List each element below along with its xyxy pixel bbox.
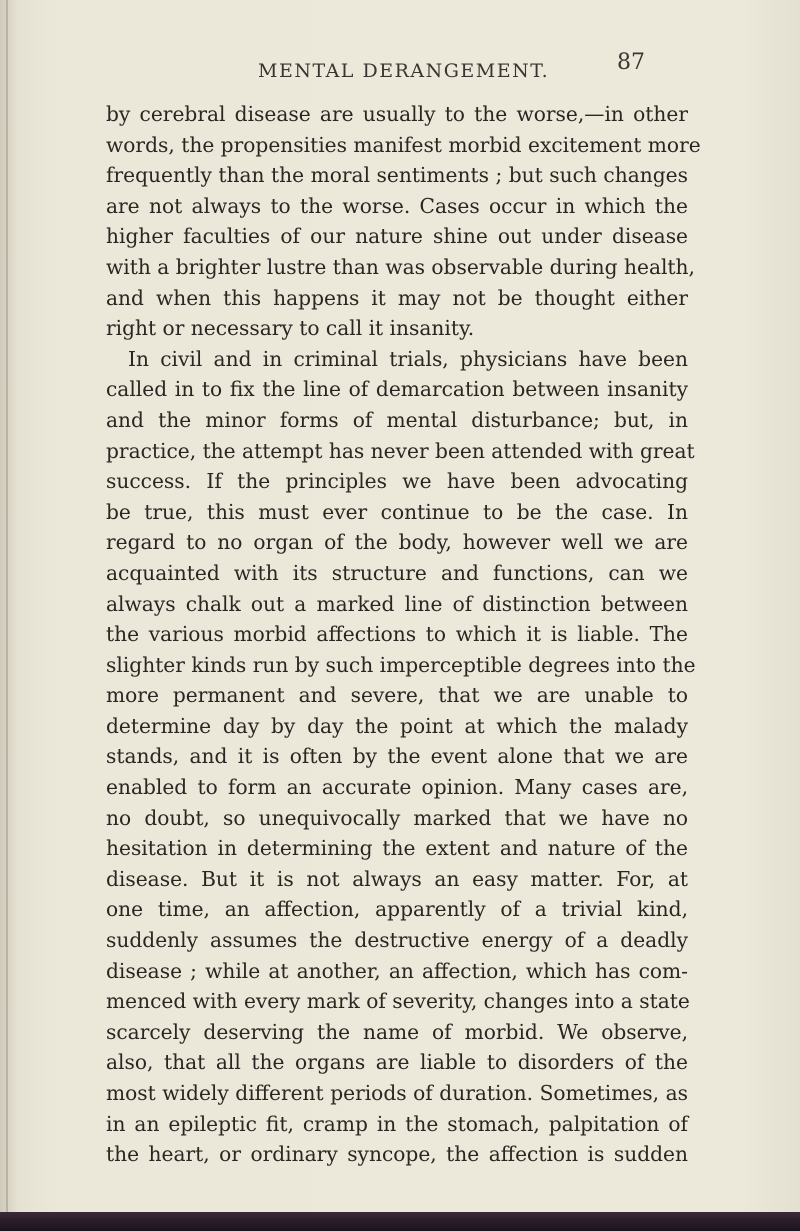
text-line: suddenly assumes the destructive energy of a deadly [106,928,688,953]
text-line: be true, this must ever continue to be the case. In [106,499,688,524]
text-line: are not always to the worse. Cases occur in which the [106,193,688,218]
text-line: no doubt, so unequivocally marked that we have no [106,805,688,830]
text-line: one time, an affection, apparently of a trivial kind, [106,897,688,922]
text-line: higher faculties of our nature shine out under disease [106,224,688,249]
text-line: in an epileptic fit, cramp in the stomach, palpitation of [106,1111,688,1136]
text-line: with a brighter lustre than was observable during health, [106,254,695,279]
text-line: stands, and it is often by the event alone that we are [106,744,688,769]
text-line: called in to fix the line of demarcation between insanity [106,377,688,402]
text-line: frequently than the moral sentiments ; but such changes [106,163,688,188]
text-line: also, that all the organs are liable to disorders of the [106,1050,688,1075]
body-text [106,99,701,1170]
text-line: disease. But it is not always an easy matter. For, at [106,866,688,891]
text-line: success. If the principles we have been advocating [106,469,688,494]
text-line: more permanent and severe, that we are unable to [106,683,688,708]
text-line: and when this happens it may not be thought either [106,285,688,310]
page-edge-shadow [0,1212,800,1231]
text-line: most widely different periods of duration. Sometimes, as [106,1081,688,1105]
text-line: determine day by day the point at which the malady [106,713,688,738]
text-line: by cerebral disease are usually to the worse,—in other [106,102,688,126]
text-line: always chalk out a marked line of distinction between [106,591,688,616]
text-line: disease ; while at another, an affection, which has com- [106,958,688,983]
text-line: regard to no organ of the body, however well we are [106,530,688,555]
text-line: scarcely deserving the name of morbid. We observe, [106,1019,688,1044]
text-line: enabled to form an accurate opinion. Many cases are, [106,775,688,800]
text-line: and the minor forms of mental disturbance; but, in [106,407,688,432]
text-line: the heart, or ordinary syncope, the affection is sudden [106,1142,688,1167]
text-line: acquainted with its structure and functions, can we [106,560,688,585]
page-number: 87 [617,50,645,75]
text-line: words, the propensities manifest morbid excitement more [106,132,701,157]
running-title: MENTAL DERANGEMENT. [258,60,550,82]
text-line: practice, the attempt has never been attended with great [106,438,695,463]
text-line: the various morbid affections to which it is liable. The [106,622,688,647]
running-head [0,50,800,90]
text-line: slighter kinds run by such imperceptible degrees into the [106,652,696,677]
text-line: menced with every mark of severity, changes into a state [106,989,690,1014]
text-line: hesitation in determining the extent and nature of the [106,836,688,861]
page-gutter [6,0,8,1231]
text-line: In civil and in criminal trials, physicians have been [128,346,688,371]
text-line: right or necessary to call it insanity. [106,316,475,341]
